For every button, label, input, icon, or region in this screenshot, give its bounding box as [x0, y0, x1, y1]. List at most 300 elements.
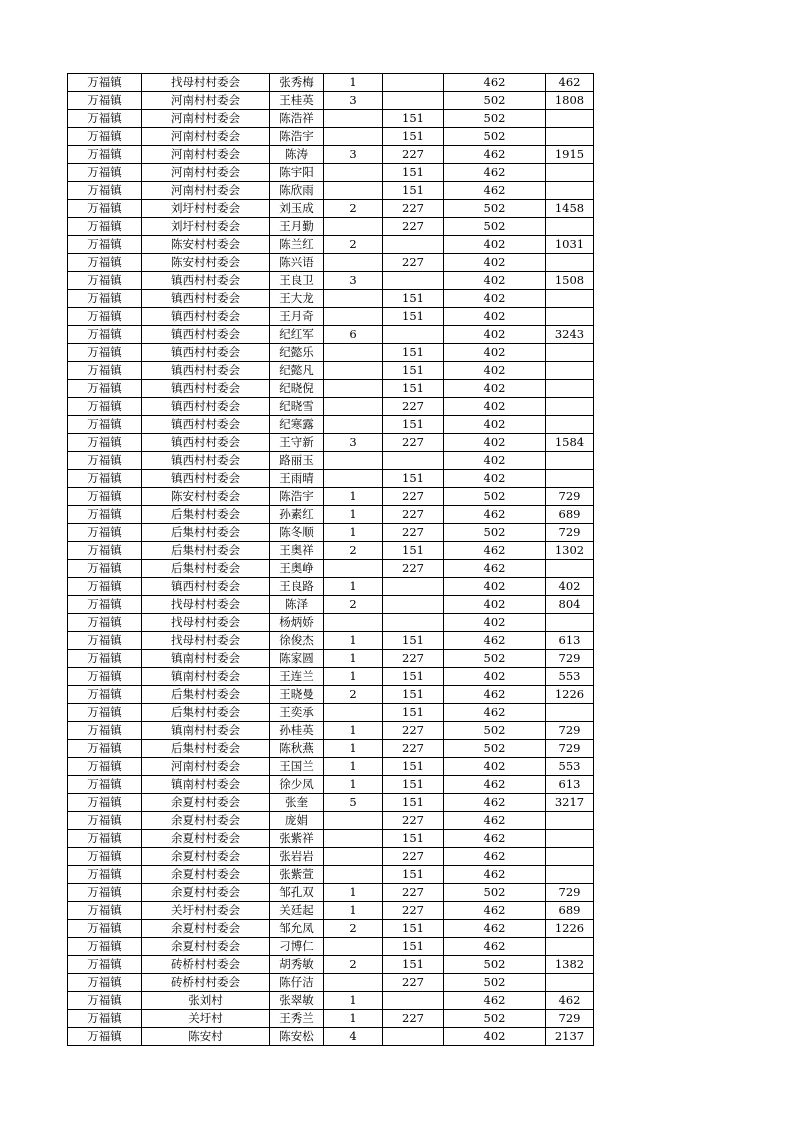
amount-b-cell: 502: [444, 488, 546, 506]
total-cell: 729: [546, 740, 594, 758]
table-row: [68, 776, 594, 794]
town-cell: 万福镇: [68, 560, 142, 578]
table-row: [68, 506, 594, 524]
amount-a-cell: [383, 452, 444, 470]
town-cell: 万福镇: [68, 110, 142, 128]
household-count-cell: [324, 614, 383, 632]
village-cell: 余夏村村委会: [142, 830, 270, 848]
table-row: [68, 398, 594, 416]
amount-b-cell: 402: [444, 668, 546, 686]
household-count-cell: 1: [324, 650, 383, 668]
total-cell: [546, 848, 594, 866]
town-cell: 万福镇: [68, 146, 142, 164]
name-cell: 纪红军: [270, 326, 324, 344]
amount-a-cell: 151: [383, 758, 444, 776]
amount-a-cell: 151: [383, 416, 444, 434]
table-row: [68, 308, 594, 326]
table-row: [68, 650, 594, 668]
village-cell: 余夏村村委会: [142, 938, 270, 956]
table-row: [68, 830, 594, 848]
amount-b-cell: 402: [444, 578, 546, 596]
village-cell: 陈安村村委会: [142, 254, 270, 272]
amount-b-cell: 402: [444, 326, 546, 344]
village-cell: 河南村村委会: [142, 758, 270, 776]
village-cell: 余夏村村委会: [142, 884, 270, 902]
village-cell: 镇西村村委会: [142, 290, 270, 308]
name-cell: 王奥祥: [270, 542, 324, 560]
name-cell: 王良卫: [270, 272, 324, 290]
table-row: [68, 182, 594, 200]
total-cell: 1508: [546, 272, 594, 290]
amount-b-cell: 462: [444, 632, 546, 650]
town-cell: 万福镇: [68, 290, 142, 308]
table-row: [68, 956, 594, 974]
name-cell: 陈秋燕: [270, 740, 324, 758]
amount-a-cell: 227: [383, 812, 444, 830]
amount-b-cell: 402: [444, 344, 546, 362]
town-cell: 万福镇: [68, 182, 142, 200]
town-cell: 万福镇: [68, 614, 142, 632]
town-cell: 万福镇: [68, 488, 142, 506]
name-cell: 邹孔双: [270, 884, 324, 902]
amount-b-cell: 462: [444, 686, 546, 704]
amount-b-cell: 502: [444, 740, 546, 758]
name-cell: 陈浩宇: [270, 488, 324, 506]
town-cell: 万福镇: [68, 866, 142, 884]
total-cell: 1915: [546, 146, 594, 164]
name-cell: 陈家圆: [270, 650, 324, 668]
amount-b-cell: 502: [444, 128, 546, 146]
total-cell: 462: [546, 992, 594, 1010]
amount-b-cell: 462: [444, 794, 546, 812]
total-cell: [546, 938, 594, 956]
table-row: [68, 902, 594, 920]
village-cell: 镇西村村委会: [142, 416, 270, 434]
town-cell: 万福镇: [68, 1028, 142, 1046]
household-count-cell: 2: [324, 236, 383, 254]
total-cell: 804: [546, 596, 594, 614]
total-cell: 729: [546, 722, 594, 740]
village-cell: 后集村村委会: [142, 686, 270, 704]
total-cell: 553: [546, 758, 594, 776]
name-cell: 纪懿凡: [270, 362, 324, 380]
village-cell: 找母村村委会: [142, 596, 270, 614]
town-cell: 万福镇: [68, 920, 142, 938]
amount-a-cell: 151: [383, 632, 444, 650]
total-cell: [546, 128, 594, 146]
household-count-cell: 3: [324, 434, 383, 452]
amount-b-cell: 402: [444, 290, 546, 308]
amount-a-cell: 151: [383, 830, 444, 848]
total-cell: [546, 470, 594, 488]
household-count-cell: [324, 110, 383, 128]
amount-b-cell: 462: [444, 704, 546, 722]
name-cell: 王月勤: [270, 218, 324, 236]
amount-a-cell: [383, 326, 444, 344]
table-row: [68, 812, 594, 830]
name-cell: 陈泽: [270, 596, 324, 614]
town-cell: 万福镇: [68, 938, 142, 956]
table-row: [68, 614, 594, 632]
total-cell: 1031: [546, 236, 594, 254]
household-count-cell: 5: [324, 794, 383, 812]
household-count-cell: [324, 848, 383, 866]
table-row: [68, 668, 594, 686]
name-cell: 王国兰: [270, 758, 324, 776]
town-cell: 万福镇: [68, 776, 142, 794]
town-cell: 万福镇: [68, 416, 142, 434]
household-count-cell: 2: [324, 596, 383, 614]
town-cell: 万福镇: [68, 236, 142, 254]
amount-b-cell: 502: [444, 1010, 546, 1028]
village-cell: 陈安村村委会: [142, 488, 270, 506]
amount-b-cell: 502: [444, 200, 546, 218]
amount-a-cell: 227: [383, 1010, 444, 1028]
amount-b-cell: 402: [444, 398, 546, 416]
amount-a-cell: 227: [383, 434, 444, 452]
village-cell: 找母村村委会: [142, 74, 270, 92]
town-cell: 万福镇: [68, 128, 142, 146]
household-count-cell: 2: [324, 920, 383, 938]
amount-b-cell: 402: [444, 272, 546, 290]
name-cell: 张紫祥: [270, 830, 324, 848]
town-cell: 万福镇: [68, 92, 142, 110]
table-row: [68, 722, 594, 740]
table-row: [68, 866, 594, 884]
amount-b-cell: 462: [444, 506, 546, 524]
table-row: [68, 452, 594, 470]
village-cell: 余夏村村委会: [142, 812, 270, 830]
total-cell: 729: [546, 884, 594, 902]
town-cell: 万福镇: [68, 326, 142, 344]
total-cell: 553: [546, 668, 594, 686]
name-cell: 庞娟: [270, 812, 324, 830]
town-cell: 万福镇: [68, 884, 142, 902]
amount-a-cell: 227: [383, 884, 444, 902]
name-cell: 陈欣雨: [270, 182, 324, 200]
amount-b-cell: 462: [444, 830, 546, 848]
amount-a-cell: 151: [383, 164, 444, 182]
amount-b-cell: 502: [444, 218, 546, 236]
village-cell: 后集村村委会: [142, 524, 270, 542]
amount-a-cell: 151: [383, 470, 444, 488]
village-cell: 镇南村村委会: [142, 650, 270, 668]
name-cell: 纪晓倪: [270, 380, 324, 398]
total-cell: 1584: [546, 434, 594, 452]
village-cell: 余夏村村委会: [142, 848, 270, 866]
total-cell: [546, 830, 594, 848]
amount-b-cell: 462: [444, 74, 546, 92]
town-cell: 万福镇: [68, 398, 142, 416]
amount-a-cell: [383, 992, 444, 1010]
village-cell: 余夏村村委会: [142, 866, 270, 884]
village-cell: 后集村村委会: [142, 542, 270, 560]
name-cell: 张岩岩: [270, 848, 324, 866]
name-cell: 孙素红: [270, 506, 324, 524]
name-cell: 张奎: [270, 794, 324, 812]
town-cell: 万福镇: [68, 380, 142, 398]
total-cell: 402: [546, 578, 594, 596]
town-cell: 万福镇: [68, 650, 142, 668]
town-cell: 万福镇: [68, 452, 142, 470]
amount-b-cell: 462: [444, 902, 546, 920]
amount-b-cell: 402: [444, 308, 546, 326]
amount-a-cell: [383, 236, 444, 254]
village-cell: 刘圩村村委会: [142, 218, 270, 236]
village-cell: 余夏村村委会: [142, 794, 270, 812]
village-cell: 河南村村委会: [142, 128, 270, 146]
household-count-cell: [324, 974, 383, 992]
total-cell: 729: [546, 1010, 594, 1028]
village-cell: 关圩村: [142, 1010, 270, 1028]
household-count-cell: [324, 812, 383, 830]
village-cell: 镇南村村委会: [142, 722, 270, 740]
records-table-body: [68, 74, 594, 1046]
amount-b-cell: 502: [444, 956, 546, 974]
town-cell: 万福镇: [68, 722, 142, 740]
household-count-cell: [324, 830, 383, 848]
table-row: [68, 128, 594, 146]
household-count-cell: [324, 416, 383, 434]
amount-a-cell: 151: [383, 542, 444, 560]
village-cell: 后集村村委会: [142, 740, 270, 758]
household-count-cell: [324, 128, 383, 146]
household-count-cell: 3: [324, 146, 383, 164]
amount-b-cell: 462: [444, 146, 546, 164]
household-count-cell: 1: [324, 758, 383, 776]
name-cell: 孙桂英: [270, 722, 324, 740]
total-cell: [546, 974, 594, 992]
household-count-cell: [324, 254, 383, 272]
name-cell: 纪寒露: [270, 416, 324, 434]
town-cell: 万福镇: [68, 254, 142, 272]
town-cell: 万福镇: [68, 758, 142, 776]
table-row: [68, 92, 594, 110]
amount-b-cell: 402: [444, 434, 546, 452]
name-cell: 刘玉成: [270, 200, 324, 218]
amount-a-cell: 151: [383, 362, 444, 380]
town-cell: 万福镇: [68, 830, 142, 848]
amount-a-cell: 227: [383, 902, 444, 920]
amount-a-cell: [383, 614, 444, 632]
total-cell: [546, 182, 594, 200]
town-cell: 万福镇: [68, 632, 142, 650]
household-count-cell: [324, 308, 383, 326]
amount-a-cell: 151: [383, 380, 444, 398]
village-cell: 刘圩村村委会: [142, 200, 270, 218]
amount-a-cell: 227: [383, 254, 444, 272]
town-cell: 万福镇: [68, 200, 142, 218]
amount-a-cell: 151: [383, 686, 444, 704]
town-cell: 万福镇: [68, 974, 142, 992]
table-row: [68, 596, 594, 614]
amount-a-cell: 227: [383, 524, 444, 542]
town-cell: 万福镇: [68, 164, 142, 182]
town-cell: 万福镇: [68, 848, 142, 866]
household-count-cell: [324, 938, 383, 956]
amount-b-cell: 502: [444, 884, 546, 902]
village-cell: 后集村村委会: [142, 560, 270, 578]
table-row: [68, 200, 594, 218]
household-count-cell: [324, 344, 383, 362]
table-row: [68, 578, 594, 596]
total-cell: 1458: [546, 200, 594, 218]
village-cell: 镇西村村委会: [142, 308, 270, 326]
name-cell: 王良路: [270, 578, 324, 596]
total-cell: 689: [546, 902, 594, 920]
amount-a-cell: 227: [383, 200, 444, 218]
name-cell: 王秀兰: [270, 1010, 324, 1028]
household-count-cell: [324, 290, 383, 308]
household-count-cell: 2: [324, 956, 383, 974]
table-row: [68, 434, 594, 452]
household-count-cell: [324, 452, 383, 470]
amount-b-cell: 502: [444, 524, 546, 542]
name-cell: 王奥峥: [270, 560, 324, 578]
village-cell: 找母村村委会: [142, 632, 270, 650]
household-count-cell: 4: [324, 1028, 383, 1046]
household-count-cell: [324, 560, 383, 578]
total-cell: 2137: [546, 1028, 594, 1046]
total-cell: 613: [546, 776, 594, 794]
total-cell: [546, 614, 594, 632]
town-cell: 万福镇: [68, 956, 142, 974]
household-count-cell: 3: [324, 272, 383, 290]
table-row: [68, 938, 594, 956]
total-cell: 3243: [546, 326, 594, 344]
village-cell: 余夏村村委会: [142, 920, 270, 938]
amount-b-cell: 502: [444, 974, 546, 992]
table-row: [68, 740, 594, 758]
name-cell: 王连兰: [270, 668, 324, 686]
town-cell: 万福镇: [68, 578, 142, 596]
total-cell: 729: [546, 488, 594, 506]
table-row: [68, 758, 594, 776]
village-cell: 镇南村村委会: [142, 668, 270, 686]
total-cell: 1808: [546, 92, 594, 110]
name-cell: 徐少凤: [270, 776, 324, 794]
amount-b-cell: 402: [444, 380, 546, 398]
household-count-cell: [324, 164, 383, 182]
total-cell: [546, 380, 594, 398]
table-row: [68, 470, 594, 488]
village-cell: 河南村村委会: [142, 164, 270, 182]
total-cell: 1226: [546, 920, 594, 938]
amount-a-cell: [383, 578, 444, 596]
amount-b-cell: 462: [444, 812, 546, 830]
village-cell: 后集村村委会: [142, 506, 270, 524]
amount-a-cell: 227: [383, 740, 444, 758]
name-cell: 张紫萱: [270, 866, 324, 884]
town-cell: 万福镇: [68, 668, 142, 686]
total-cell: [546, 362, 594, 380]
name-cell: 王守新: [270, 434, 324, 452]
household-count-cell: 1: [324, 992, 383, 1010]
total-cell: 729: [546, 650, 594, 668]
village-cell: 陈安村村委会: [142, 236, 270, 254]
name-cell: 陈兰红: [270, 236, 324, 254]
amount-a-cell: 151: [383, 668, 444, 686]
amount-b-cell: 462: [444, 992, 546, 1010]
town-cell: 万福镇: [68, 740, 142, 758]
household-count-cell: 6: [324, 326, 383, 344]
table-row: [68, 794, 594, 812]
total-cell: 689: [546, 506, 594, 524]
amount-b-cell: 402: [444, 596, 546, 614]
village-cell: 河南村村委会: [142, 182, 270, 200]
village-cell: 镇西村村委会: [142, 272, 270, 290]
total-cell: [546, 254, 594, 272]
amount-a-cell: [383, 74, 444, 92]
table-row: [68, 1010, 594, 1028]
village-cell: 镇西村村委会: [142, 398, 270, 416]
village-cell: 河南村村委会: [142, 146, 270, 164]
amount-a-cell: 151: [383, 128, 444, 146]
table-row: [68, 1028, 594, 1046]
amount-a-cell: 227: [383, 218, 444, 236]
name-cell: 张秀梅: [270, 74, 324, 92]
total-cell: [546, 308, 594, 326]
household-count-cell: [324, 398, 383, 416]
table-row: [68, 920, 594, 938]
amount-a-cell: 151: [383, 308, 444, 326]
amount-a-cell: 151: [383, 776, 444, 794]
village-cell: 河南村村委会: [142, 110, 270, 128]
total-cell: [546, 344, 594, 362]
table-row: [68, 524, 594, 542]
name-cell: 徐俊杰: [270, 632, 324, 650]
table-row: [68, 416, 594, 434]
table-row: [68, 164, 594, 182]
amount-b-cell: 502: [444, 110, 546, 128]
amount-a-cell: 227: [383, 398, 444, 416]
household-count-cell: 1: [324, 632, 383, 650]
total-cell: [546, 704, 594, 722]
amount-a-cell: 151: [383, 938, 444, 956]
total-cell: [546, 452, 594, 470]
name-cell: 陈涛: [270, 146, 324, 164]
total-cell: [546, 866, 594, 884]
name-cell: 王奕承: [270, 704, 324, 722]
total-cell: 1226: [546, 686, 594, 704]
table-row: [68, 848, 594, 866]
total-cell: 729: [546, 524, 594, 542]
table-row: [68, 542, 594, 560]
table-row: [68, 254, 594, 272]
village-cell: 镇西村村委会: [142, 326, 270, 344]
amount-b-cell: 462: [444, 848, 546, 866]
name-cell: 陈浩宇: [270, 128, 324, 146]
amount-b-cell: 502: [444, 92, 546, 110]
table-row: [68, 632, 594, 650]
table-row: [68, 236, 594, 254]
town-cell: 万福镇: [68, 362, 142, 380]
amount-a-cell: 151: [383, 344, 444, 362]
amount-a-cell: 151: [383, 920, 444, 938]
total-cell: 613: [546, 632, 594, 650]
table-row: [68, 884, 594, 902]
name-cell: 刁博仁: [270, 938, 324, 956]
name-cell: 邹允凤: [270, 920, 324, 938]
amount-b-cell: 402: [444, 470, 546, 488]
village-cell: 后集村村委会: [142, 704, 270, 722]
name-cell: 路丽玉: [270, 452, 324, 470]
amount-b-cell: 402: [444, 1028, 546, 1046]
village-cell: 砖桥村村委会: [142, 974, 270, 992]
name-cell: 陈冬顺: [270, 524, 324, 542]
table-row: [68, 380, 594, 398]
amount-a-cell: 151: [383, 956, 444, 974]
